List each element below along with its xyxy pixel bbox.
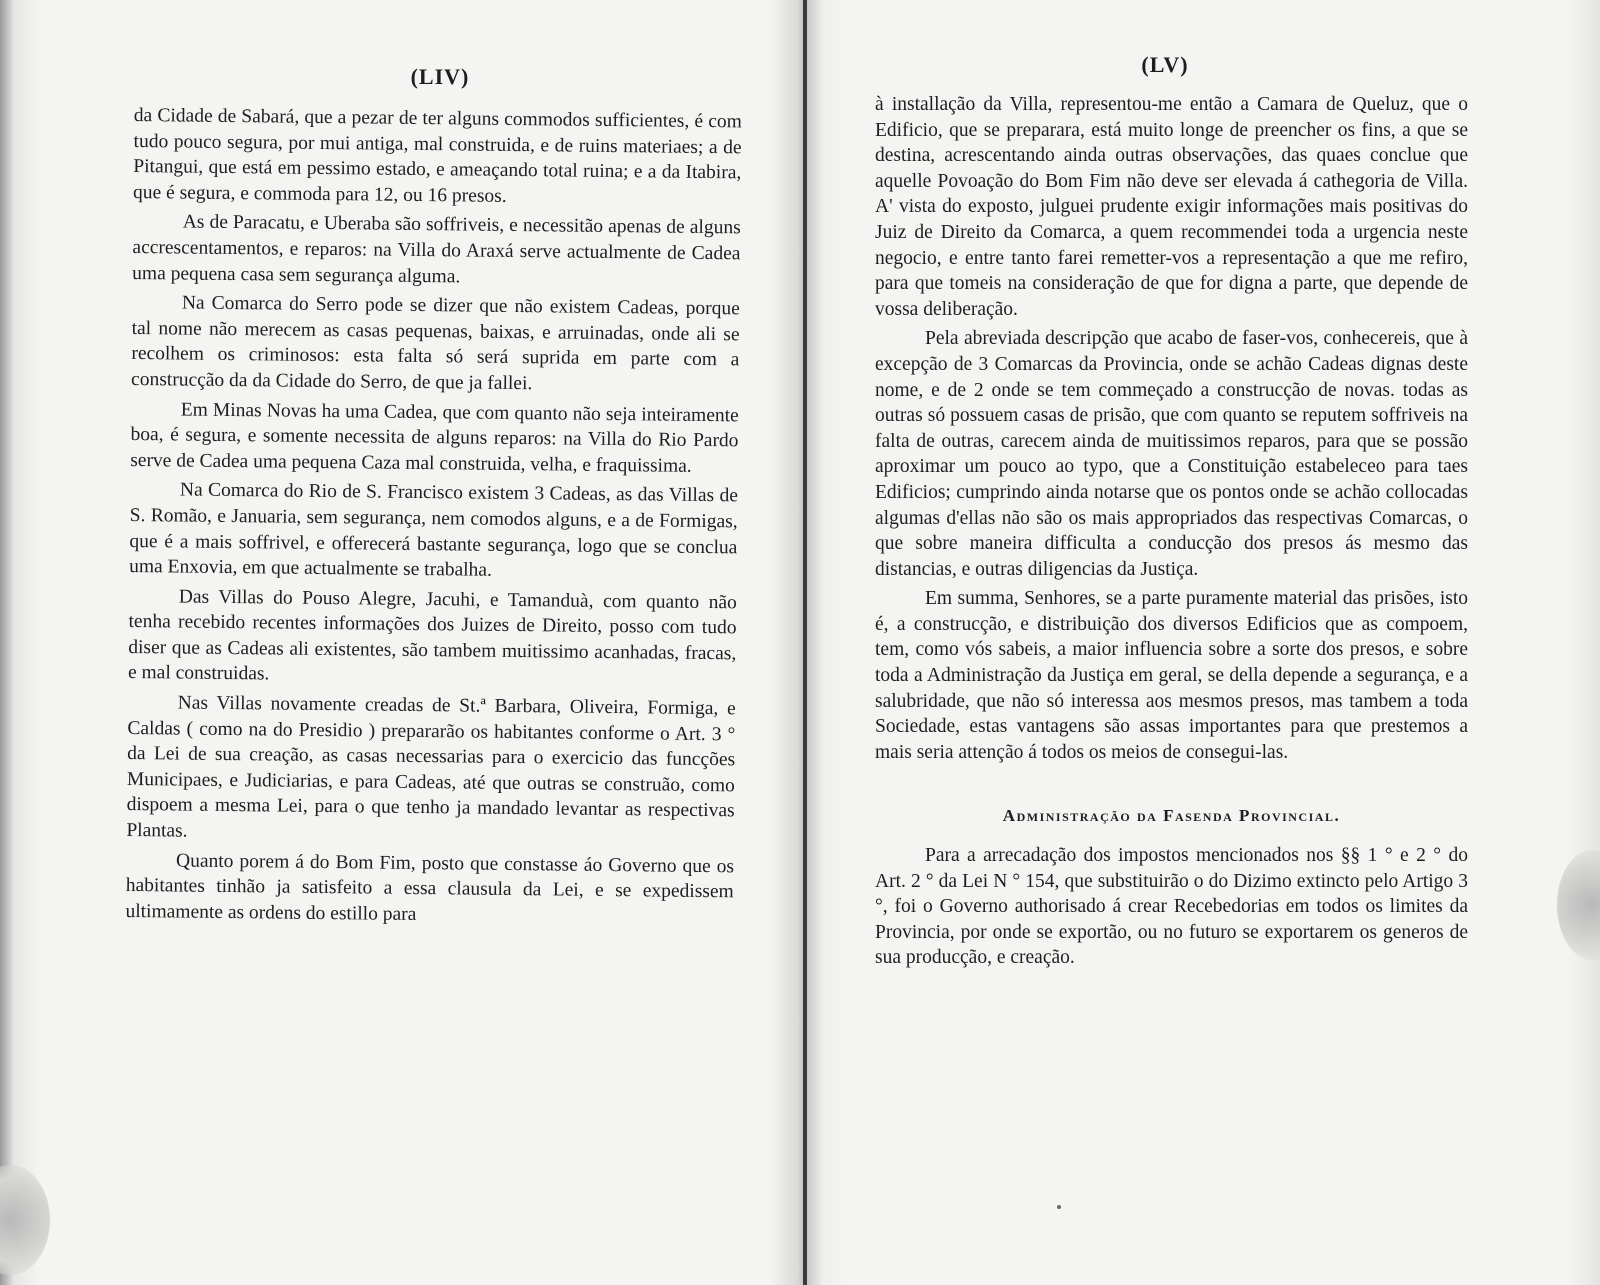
paragraph: Das Villas do Pouso Alegre, Jacuhi, e Tamanduà, com quanto não tenha recebido recentes informações dos Juizes de Direito, posso com tudo diser que as Cadeas ali existentes, são tambem muitissimo acanhadas, fracas, e mal construidas. xyxy=(127,586,737,685)
paragraph: Para a arrecadação dos impostos mencionados nos §§ 1 ° e 2 ° do Art. 2 ° da Lei N ° 154, que substituirão o do Dizimo extincto pelo Artigo 3 °, foi o Governo authorisado á crear Recebedorias em todos os limites da Provincia, por onde se exportão, ou no futuro se exportarem os generos de sua producção, e creação. xyxy=(875,845,1468,969)
page-number: (LIV) xyxy=(410,64,470,89)
left-text-column xyxy=(125,103,742,935)
paragraph: à installação da Villa, representou-me então a Camara de Queluz, que o Edificio, que se preparara, está muito longe de preencher os fins, a que se destina, acrescentando ainda outras observações, das quaes conclue que aquelle Povoação do Bom Fim não deve ser elevada á cathegoria de Villa. A' vista do exposto, julguei prudente exigir informações mais positivas do Juiz de Direito da Comarca, a quem recommendei toda a urgencia neste negocio, e entre tanto farei remetter-vos a representação a que me refiro, para que tomeis na consideração de que for digna a parte, que depende de vossa deliberação. xyxy=(875,94,1468,320)
paragraph: As de Paracatu, e Uberaba são soffriveis, e necessitão apenas de alguns accrescentamentos, e reparos: na Villa do Araxá serve actualmente de Cadea uma pequena casa sem segurança alguma. xyxy=(132,211,741,287)
paragraph: da Cidade de Sabará, que a pezar de ter alguns commodos sufficientes, é com tudo pouco segura, por mui antiga, mal construida, e de ruins materiaes; a de Pitangui, que está em pessimo estado, e ameaçando total ruina; e a da Itabira, que é segura, e commoda para 12, ou 16 presos. xyxy=(132,104,742,207)
section-heading: Administração da Fasenda Provincial. xyxy=(1002,806,1341,826)
page-stain xyxy=(0,1165,50,1275)
paragraph: Em summa, Senhores, se a parte puramente material das prisões, isto é, a construcção, e distribuição dos diversos Edificios que as compoem, tem, como vós sabeis, a maior influencia sobre a sorte dos presos, e sobre toda a Administração da Justiça em geral, se della depende a segurança, e a salubridade, que não só interessa aos mesmos presos, mas tambem a toda Sociedade, estas vantagens são assas importantes para que prestemos a mais seria attenção á todos os meios de consegui-las. xyxy=(875,588,1468,763)
paragraph: Na Comarca do Serro pode se dizer que não existem Cadeas, porque tal nome não merecem as casas pequenas, baixas, e arruinadas, onde ali se recolhem os criminosos: esta falta só será suprida em parte com a construcção da da Cidade do Serro, de que ja fallei. xyxy=(130,292,740,395)
paragraph: Na Comarca do Rio de S. Francisco existem 3 Cadeas, as das Villas de S. Romão, e Januaria, sem segurança, nem comodos alguns, e a de Formigas, que é a mais soffrivel, e offerecerá bastante segurança, logo que se concluа uma Enxovia, em que actualmente se trabalha. xyxy=(129,479,739,581)
paragraph: Em Minas Novas ha uma Cadea, que com quanto não seja inteiramente boa, é segura, e somente necessita de alguns reparos: na Villa do Rio Pardo serve de Cadea uma pequena Caza mal construida, velha, e fraquissima. xyxy=(130,399,739,477)
paragraph: Pela abreviada descripção que acabo de faser-vos, conhecereis, que à excepção de 3 Comarcas da Provincia, onde se achão Cadeas dignas deste nome, e de 2 onde se tem commeçado a construcção de novas. todas as outras só possuem casas de prisão, que com quanto se reputem soffriveis na falta de outras, carecem ainda de muitissimos reparos, para que se possão aproximar um pouco ao typo, que a Constituição estabeleceo para taes Edificios; cumprindo ainda notarse que os pontos onde se achão collocadas algumas d'ellas não são os mais appropriados das respectivas Comarcas, o que sobre maneira difficulta a conducção dos presos ás mesmo das distancias, e outras diligencias da Justiça. xyxy=(875,328,1468,580)
page-number: (LV) xyxy=(1141,52,1189,77)
page-stain xyxy=(1557,850,1600,960)
ink-speck xyxy=(1057,1205,1061,1209)
paragraph: Quanto porem á do Bom Fim, posto que constasse áo Governo que os habitantes tinhão ja satisfeito a essa clausula da Lei, e se expedissem ultimamente as ordens do estillo para xyxy=(125,850,735,925)
right-text-column xyxy=(875,92,1468,975)
paragraph: Nas Villas novamente creadas de St.ª Barbara, Oliveira, Formiga, e Caldas ( como na do Presidio ) prepararão os habitantes conforme o Art. 3 ° da Lei de sua creação, as casas necessarias para o exercicio das funcções Municipaes, e Judiciarias, e para Cadeas, até que outras se construão, como dispoem a mesma Lei, para o que tenho ja mandado levantar as respectivas Plantas. xyxy=(126,692,736,842)
